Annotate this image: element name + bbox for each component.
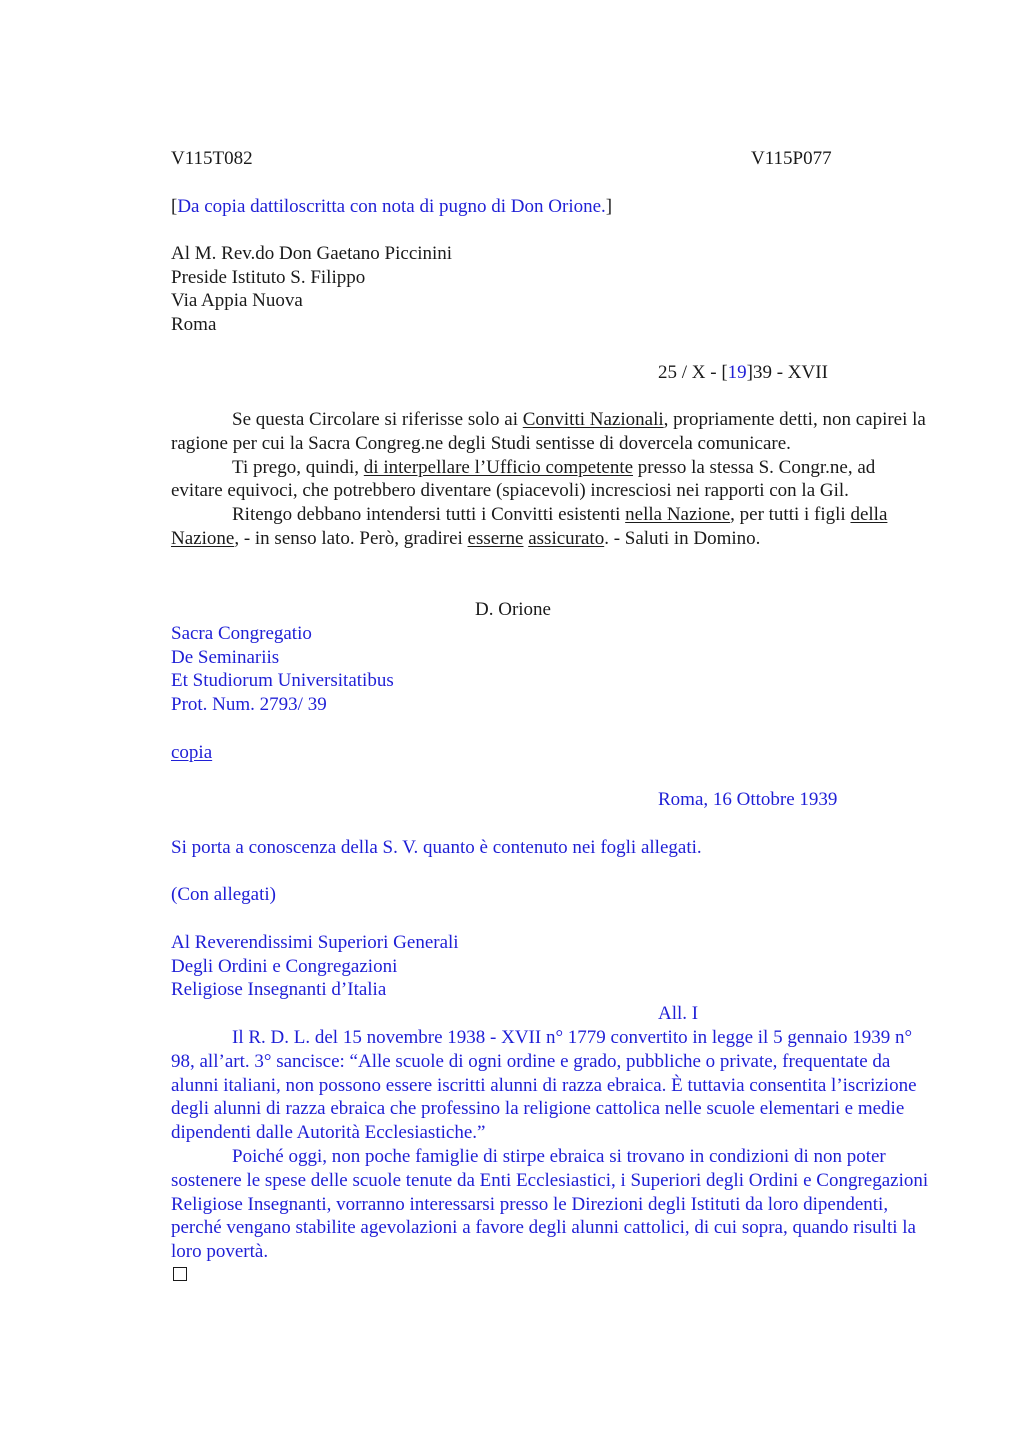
recipient-line: Preside Istituto S. Filippo	[171, 266, 366, 288]
annex-paragraph: Il R. D. L. del 15 novembre 1938 - XVII n° 1779 convertito in legge il 5 gennaio 1939 n° 98, all’art. 3° sancisce: “Alle scuole di ogni ordine e grado, pubbliche o private, frequentate da alunni italiani, non possono essere iscritti alunni di razza ebraica. È tuttavia consentita l’iscrizione degli alunni di razza ebraica che professino la religione cattolica nelle scuole elementari e medie dipendenti dalle Autorità Ecclesiastiche.”	[171, 1027, 917, 1144]
letter-paragraph: Se questa Circolare si riferisse solo ai Convitti Nazionali, propriamente detti, non capirei la ragione per cui la Sacra Congreg.ne degli Studi sentisse di dovercela comunicare.	[171, 409, 926, 454]
notice-text: Si porta a conoscenza della S. V. quanto è contenuto nei fogli allegati.	[171, 837, 702, 858]
document-code-left: V115T082	[171, 148, 253, 169]
annex-paragraph: Poiché oggi, non poche famiglie di stirpe ebraica si trovano in condizioni di non poter sostenere le spese delle scuole tenute da Enti Ecclesiastici, i Superiori degli Ordini e Congregazioni Religiose Insegnanti, vorranno interessarsi presso le Direzioni degli Istituti da loro dipendenti, perché vengano stabilite agevolazioni a favore degli alunni cattolici, di cui sopra, quando risulti la loro povertà.	[171, 1145, 929, 1263]
addressee-line: Al Reverendissimi Superiori Generali	[171, 932, 459, 953]
letter-paragraph: Ti prego, quindi, di interpellare l’Ufficio competente presso la stessa S. Congr.ne, ad evitare equivoci, che potrebbero diventare (spiacevoli) incresciosi nei rapporti con la Gil.	[171, 456, 876, 502]
annex-body	[171, 1026, 931, 1264]
copy-label: copia	[171, 742, 213, 763]
letter-paragraph: Ritengo debbano intendersi tutti i Convitti esistenti nella Nazione, per tutti i figli della Nazione, - in senso lato. Però, gradirei esserne assicurato. - Saluti in Domino.	[171, 504, 888, 549]
congregation-line: De Seminariis	[171, 646, 280, 668]
addressee-block	[171, 931, 459, 1002]
source-note: [Da copia dattiloscritta con nota di pugno di Don Orione.]	[171, 196, 613, 217]
recipient-line: Roma	[171, 314, 217, 336]
rome-date: Roma, 16 Ottobre 1939	[658, 789, 838, 810]
congregation-line: Et Studiorum Universitatibus	[171, 670, 394, 692]
recipient-line: Al M. Rev.do Don Gaetano Piccinini	[171, 243, 453, 264]
recipient-block	[171, 242, 452, 337]
letter-body	[171, 408, 931, 551]
signature: D. Orione	[475, 599, 551, 620]
document-code-right: V115P077	[751, 148, 832, 169]
attachments-note: (Con allegati)	[171, 884, 276, 905]
checkbox-square-icon	[173, 1267, 187, 1281]
congregation-block	[171, 622, 394, 717]
recipient-line: Via Appia Nuova	[171, 290, 303, 312]
congregation-line: Sacra Congregatio	[171, 623, 312, 644]
annex-label: All. I	[658, 1003, 699, 1024]
letter-date: 25 / X - [19]39 - XVII	[658, 362, 828, 383]
congregation-line: Prot. Num. 2793/ 39	[171, 694, 327, 716]
addressee-line: Religiose Insegnanti d’Italia	[171, 979, 387, 1001]
source-note-text: Da copia dattiloscritta con nota di pugno di Don Orione.	[177, 196, 606, 217]
addressee-line: Degli Ordini e Congregazioni	[171, 955, 398, 977]
